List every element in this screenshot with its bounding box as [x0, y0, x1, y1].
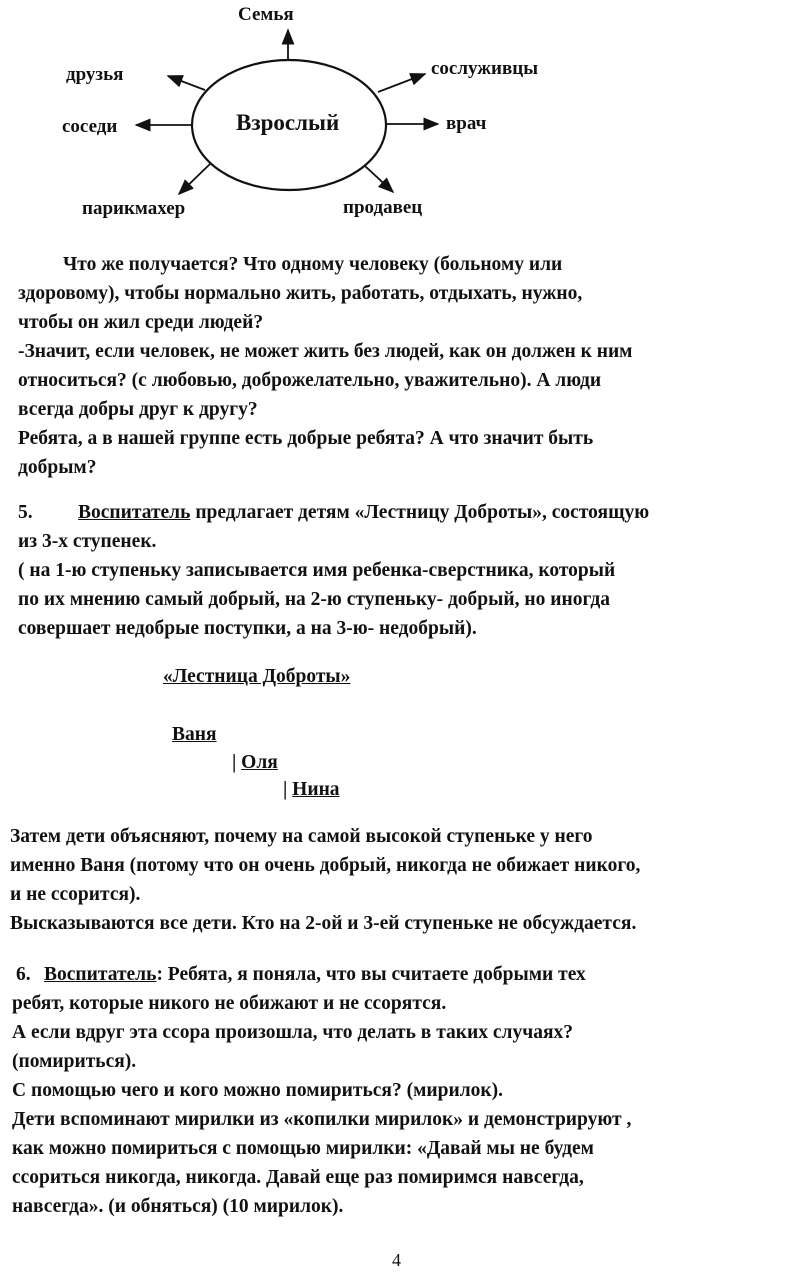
node-seller: продавец: [343, 197, 423, 218]
text-line: по их мнению самый добрый, на 2-ю ступеньку- добрый, но иногда: [18, 589, 610, 610]
text-fragment: : Ребята, я поняла, что вы считаете добрыми тех: [156, 964, 586, 985]
ladder-step-2: [232, 752, 278, 774]
item-number: 6.: [16, 964, 31, 985]
text-line: здоровому), чтобы нормально жить, работать, отдыхать, нужно,: [18, 283, 583, 304]
text-line: (помириться).: [12, 1051, 137, 1072]
item-6-first-line: [12, 960, 631, 989]
text-line: как можно помириться с помощью мирилки: «Давай мы не будем: [12, 1138, 594, 1159]
role-label: Воспитатель: [78, 502, 191, 523]
text-line: навсегда». (и обняться) (10 мирилок).: [12, 1196, 344, 1217]
arrow-coworkers: [378, 74, 425, 92]
ladder-title: «Лестница Доброты»: [163, 666, 351, 687]
text-line: относиться? (с любовью, доброжелательно, уважительно). А люди: [18, 370, 602, 391]
item-5-first-line: [18, 498, 649, 527]
text-line: ( на 1-ю ступеньку записывается имя ребенка-сверстника, который: [18, 560, 616, 581]
step-bar: |: [232, 752, 242, 773]
node-coworkers: сослуживцы: [431, 58, 539, 79]
text-line: Ребята, а в нашей группе есть добрые ребята? А что значит быть: [18, 428, 594, 449]
text-line: именно Ваня (потому что он очень добрый, никогда не обижает никого,: [10, 855, 641, 876]
item-6: [12, 960, 631, 1221]
text-line: чтобы он жил среди людей?: [18, 312, 264, 333]
node-doctor: врач: [446, 113, 487, 134]
text-line: и не ссорится).: [10, 884, 141, 905]
arrow-friends: [168, 76, 205, 90]
item-number: 5.: [18, 502, 33, 523]
step-name: Ваня: [172, 724, 217, 745]
text-fragment: предлагает детям «Лестницу Доброты», состоящую: [190, 502, 650, 523]
node-neighbors: соседи: [62, 116, 118, 137]
step-name: Оля: [241, 752, 278, 773]
item-5: [18, 498, 649, 643]
text-line: из 3-х ступенек.: [18, 531, 157, 552]
text-line: совершает недобрые поступки, а на 3-ю- недобрый).: [18, 618, 477, 639]
center-label: Взрослый: [236, 110, 340, 135]
ladder-step-1: [172, 724, 217, 746]
node-family: Семья: [238, 4, 294, 25]
text-line: всегда добры друг к другу?: [18, 399, 258, 420]
text-line: добрым?: [18, 457, 97, 478]
text-line: Что же получается? Что одному человеку (больному или: [63, 254, 563, 275]
paragraph-explanation: [10, 822, 640, 938]
ladder-step-3: [283, 779, 340, 801]
text-line: Высказываются все дети. Кто на 2-ой и 3-ей ступеньке не обсуждается.: [10, 913, 637, 934]
arrow-hairdresser: [179, 164, 210, 194]
text-line: ссориться никогда, никогда. Давай еще раз помиримся навсегда,: [12, 1167, 584, 1188]
step-bar: |: [283, 779, 293, 800]
text-line: Затем дети объясняют, почему на самой высокой ступеньке у него: [10, 826, 593, 847]
arrow-seller: [365, 166, 393, 192]
text-line: Дети вспоминают мирилки из «копилки мирилок» и демонстрируют ,: [12, 1109, 632, 1130]
relationship-diagram: [0, 0, 788, 240]
node-hairdresser: парикмахер: [82, 198, 186, 219]
step-name: Нина: [292, 779, 340, 800]
text-line: А если вдруг эта ссора произошла, что делать в таких случаях?: [12, 1022, 573, 1043]
role-label: Воспитатель: [44, 964, 157, 985]
text-line: -Значит, если человек, не может жить без людей, как он должен к ним: [18, 341, 633, 362]
node-friends: друзья: [66, 64, 124, 85]
paragraph-questions: [18, 250, 632, 482]
page-number: 4: [392, 1250, 401, 1270]
text-line: ребят, которые никого не обижают и не ссорятся.: [12, 993, 447, 1014]
text-line: С помощью чего и кого можно помириться? (мирилок).: [12, 1080, 503, 1101]
